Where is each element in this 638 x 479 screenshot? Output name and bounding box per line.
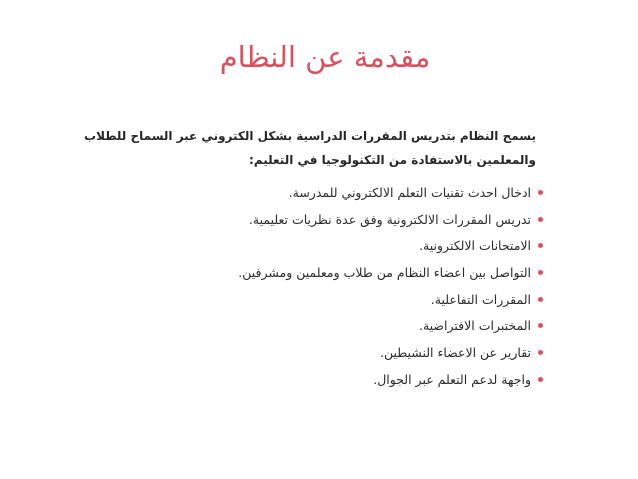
bullet-item: [123, 287, 543, 314]
bullet-text: تقارير عن الاعضاء النشيطين.: [380, 345, 531, 361]
bullet-item: [123, 260, 543, 287]
bullet-item: [123, 340, 543, 367]
bullet-dot-icon: [538, 297, 543, 302]
bullet-dot-icon: [538, 243, 543, 248]
bullet-item: [123, 367, 543, 394]
bullet-dot-icon: [538, 323, 543, 328]
bullet-dot-icon: [538, 190, 543, 195]
bullet-item: [123, 180, 543, 207]
bullet-text: الامتحانات الالكترونية.: [419, 238, 531, 254]
bullet-text: التواصل بين اعضاء النظام من طلاب ومعلمين ومشرفين.: [238, 265, 531, 281]
bullet-dot-icon: [538, 377, 543, 382]
bullet-item: [123, 313, 543, 340]
bullet-item: [123, 207, 543, 234]
bullet-list: [123, 180, 543, 394]
slide-title: مقدمة عن النظام: [219, 40, 431, 74]
bullet-item: [123, 233, 543, 260]
bullet-dot-icon: [538, 350, 543, 355]
bullet-text: المختبرات الافتراضية.: [418, 318, 531, 334]
bullet-dot-icon: [538, 217, 543, 222]
intro-line: والمعلمين بالاستفادة من التكنولوجيا في التعليم:: [249, 153, 536, 167]
bullet-text: تدريس المقررات الالكترونية وفق عدة نظريات تعليمية.: [248, 211, 531, 227]
intro-line: يسمح النظام بتدريس المقررات الدراسية بشكل الكتروني عبر السماح للطلاب: [84, 129, 536, 143]
bullet-text: ادخال احدث تقنيات التعلم الالكتروني للمدرسة.: [288, 185, 531, 200]
bullet-text: المقررات التفاعلية.: [430, 291, 531, 307]
intro-paragraph: [84, 124, 536, 172]
bullet-dot-icon: [538, 270, 543, 275]
bullet-text: واجهة لدعم التعلم عبر الجوال.: [373, 371, 531, 387]
